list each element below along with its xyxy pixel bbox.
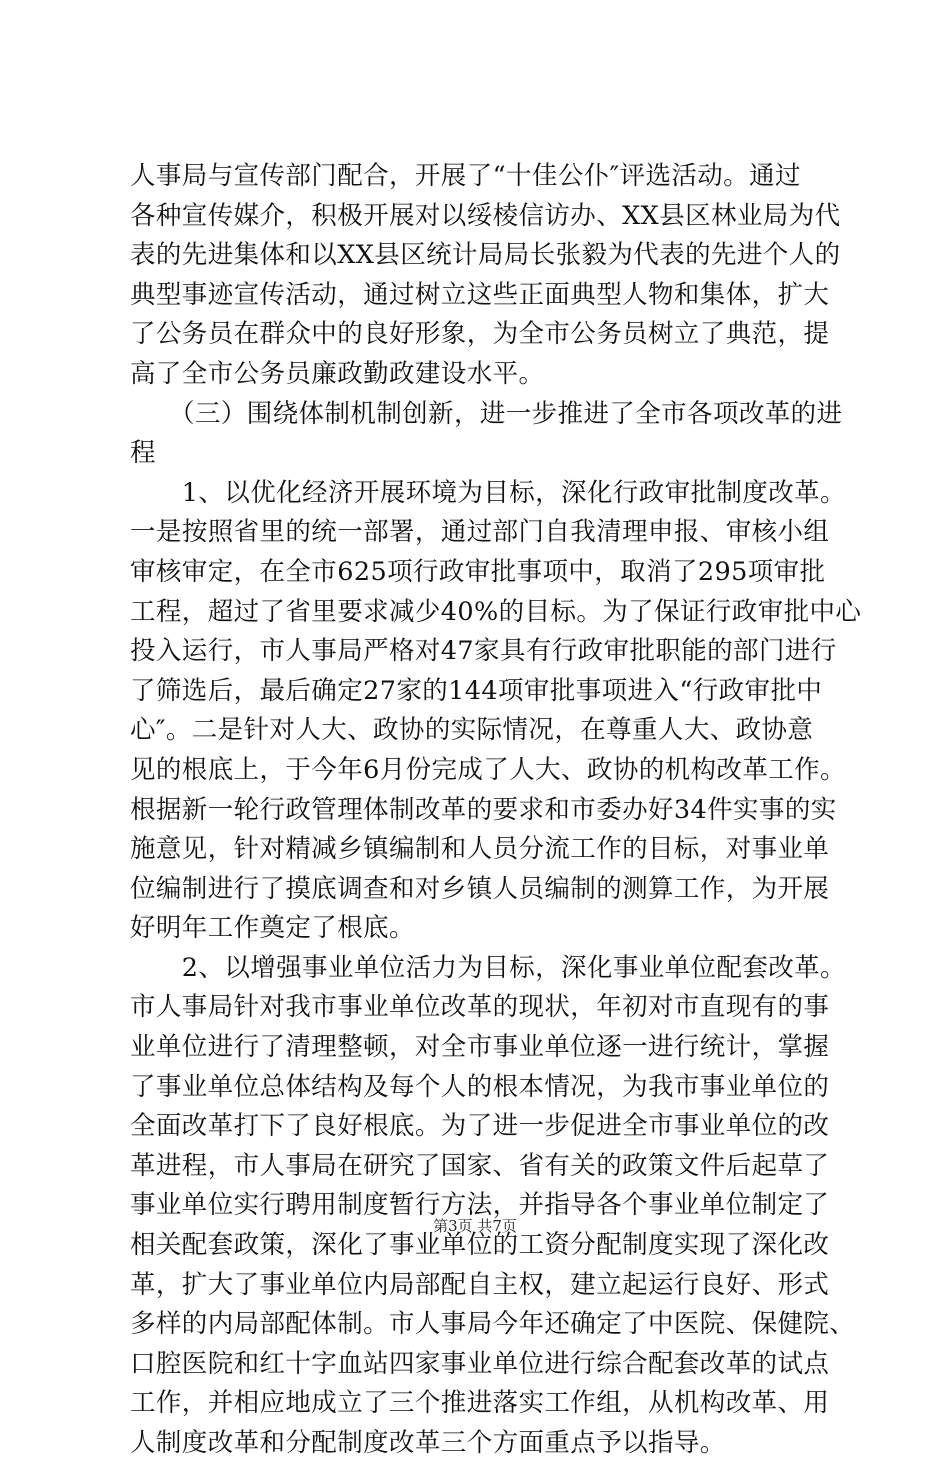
- text-line: 典型事迹宣传活动，通过树立这些正面典型人物和集体，扩大: [130, 279, 830, 310]
- text-line: 全面改革打下了良好根底。为了进一步促进全市事业单位的改: [130, 1111, 830, 1142]
- text-line: 好明年工作奠定了根底。: [130, 913, 415, 944]
- text-line: 革，扩大了事业单位内局部配自主权，建立起运行良好、形式: [130, 1269, 830, 1300]
- text-line: 了公务员在群众中的良好形象，为全市公务员树立了典范，提: [130, 319, 830, 350]
- text-line: 1、以优化经济开展环境为目标，深化行政审批制度改革。: [130, 477, 846, 508]
- text-line: 施意见，针对精减乡镇编制和人员分流工作的目标，对事业单: [130, 834, 830, 865]
- text-line: 人制度改革和分配制度改革三个方面重点予以指导。: [130, 1428, 726, 1458]
- text-line: 投入运行，市人事局严格对47家具有行政审批职能的部门进行: [130, 636, 837, 667]
- text-line: 各种宣传媒介，积极开展对以绥棱信访办、XX县区林业局为代: [130, 200, 841, 231]
- text-line: 了筛选后，最后确定27家的144项审批事项进入“行政审批中: [130, 675, 823, 706]
- text-line: 程: [130, 438, 156, 469]
- text-line: 审核审定，在全市625项行政审批事项中，取消了295项审批: [130, 556, 826, 587]
- text-line: 相关配套政策，深化了事业单位的工资分配制度实现了深化改: [130, 1230, 830, 1261]
- text-line: 工程，超过了省里要求减少40%的目标。为了保证行政审批中心: [130, 596, 862, 627]
- text-line: 事业单位实行聘用制度暂行方法，并指导各个事业单位制定了: [130, 1190, 830, 1221]
- text-line: 多样的内局部配体制。市人事局今年还确定了中医院、保健院、: [130, 1309, 856, 1340]
- text-line: 市人事局针对我市事业单位改革的现状，年初对市直现有的事: [130, 992, 830, 1023]
- text-line: 一是按照省里的统一部署，通过部门自我清理申报、审核小组: [130, 517, 830, 548]
- text-line: 了事业单位总体结构及每个人的根本情况，为我市事业单位的: [130, 1071, 830, 1102]
- body-text: [130, 157, 862, 1464]
- text-line: 人事局与宣传部门配合，开展了“十佳公仆″评选活动。通过: [130, 161, 801, 191]
- text-line: 2、以增强事业单位活力为目标，深化事业单位配套改革。: [130, 952, 846, 983]
- text-line: 业单位进行了清理整顿，对全市事业单位逐一进行统计，掌握: [130, 1032, 830, 1063]
- text-line: 位编制进行了摸底调查和对乡镇人员编制的测算工作，为开展: [130, 873, 830, 904]
- text-line: 高了全市公务员廉政勤政建设水平。: [130, 358, 545, 389]
- text-line: 见的根底上，于今年6月份完成了人大、政协的机构改革工作。: [130, 754, 846, 785]
- page-footer: 第3页 共7页: [433, 1217, 517, 1235]
- text-line: 心″。二是针对人大、政协的实际情况，在尊重人大、政协意: [130, 715, 814, 746]
- text-line: 根据新一轮行政管理体制改革的要求和市委办好34件实事的实: [130, 794, 837, 825]
- text-line: 口腔医院和红十字血站四家事业单位进行综合配套改革的试点: [130, 1348, 830, 1379]
- text-line: （三）围绕体制机制创新，进一步推进了全市各项改革的进: [130, 398, 843, 429]
- text-line: 革进程，市人事局在研究了国家、省有关的政策文件后起草了: [130, 1150, 830, 1181]
- text-line: 表的先进集体和以XX县区统计局局长张毅为代表的先进个人的: [130, 240, 841, 271]
- text-line: 工作，并相应地成立了三个推进落实工作组，从机构改革、用: [130, 1388, 830, 1419]
